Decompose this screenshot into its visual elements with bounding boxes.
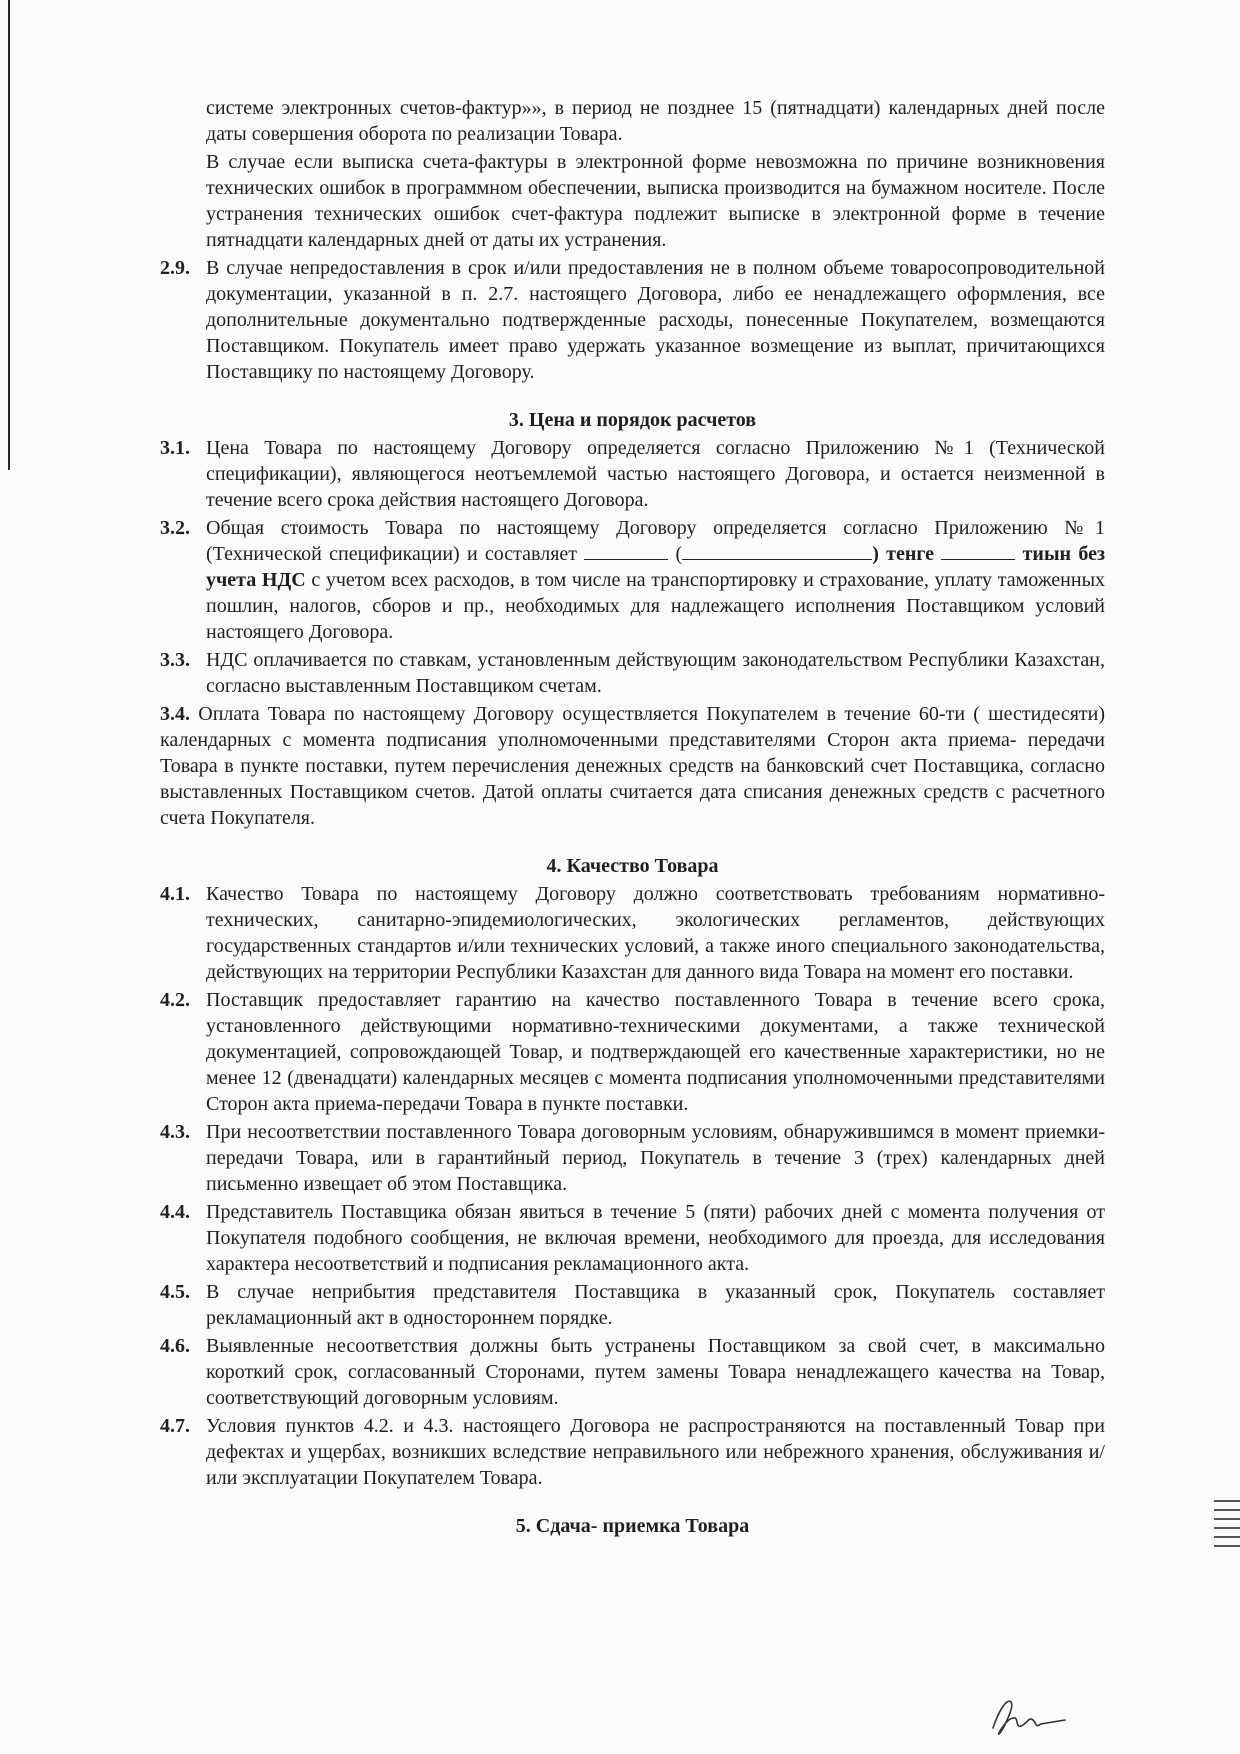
clause-number: 2.9.	[160, 257, 190, 279]
scan-edge-line	[8, 0, 10, 470]
clause-text: Цена Товара по настоящему Договору определяется согласно Приложению №1 (Технической спецификации), являющегося неотъемлемой частью настоящего Договора, и остается неизменной в течение всего срока действия настоящего Договора.	[206, 437, 1105, 511]
clause-number: 3.3.	[160, 649, 190, 671]
clause-3-1	[160, 435, 1105, 513]
clause-4-1	[160, 881, 1105, 985]
section-4-title: 4. Качество Товара	[546, 855, 719, 877]
clause-3-3	[160, 647, 1105, 699]
clause-text: Выявленные несоответствия должны быть устранены Поставщиком за свой счет, в максимально короткий срок, согласованный Сторонами, путем замены Товара ненадлежащего качества на Товар, соответствующий договорным условиям.	[206, 1335, 1105, 1409]
clause-number: 3.4.	[160, 703, 190, 725]
clause-text: Представитель Поставщика обязан явиться в течение 5 (пяти) рабочих дней с момента получения от Покупателя подобного сообщения, не включая времени, необходимого для проезда, для исследования характера несоответствий и подписания рекламационного акта.	[206, 1201, 1105, 1275]
continued-paragraph: системе электронных счетов-фактур»», в период не позднее 15 (пятнадцати) календарных дней после даты совершения оборота по реализации Товара.	[206, 97, 1105, 145]
clause-3-2-part2: с учетом всех расходов, в том числе на транспортировку и страхование, уплату таможенных пошлин, налогов, сборов и пр., необходимых для надлежащего исполнения Поставщиком условий настоящего Договора.	[206, 569, 1106, 643]
price-blank	[584, 541, 668, 560]
section-3-title: 3. Цена и порядок расчетов	[508, 409, 757, 431]
clause-number: 4.1.	[160, 883, 190, 905]
clause-3-2-part1: Общая стоимость Товара по настоящему Договору определяется согласно Приложению №1 (Технической спецификации) и составляет	[206, 517, 1105, 565]
clause-4-3	[160, 1119, 1105, 1197]
clause-text	[160, 701, 1105, 831]
clause-text: Условия пунктов 4.2. и 4.3. настоящего Договора не распространяются на поставленный Товар при дефектах и ущербах, возникших вследствие неправильного или небрежного хранения, обслуживания и/или эксплуатации Покупателем Товара.	[206, 1415, 1105, 1489]
clause-number: 4.6.	[160, 1335, 190, 1357]
document-body	[160, 95, 1105, 1541]
clause-text: НДС оплачивается по ставкам, установленным действующим законодательством Республики Казахстан, согласно выставленным Поставщиком счетам.	[206, 649, 1105, 697]
clause-3-4	[160, 701, 1105, 831]
clause-number: 4.3.	[160, 1121, 190, 1143]
tenge-label: ) тенге	[872, 543, 935, 565]
price-words-blank	[682, 541, 872, 560]
clause-text: Качество Товара по настоящему Договору должно соответствовать требованиям нормативно-технических, санитарно-эпидемиологических, экологических регламентов, действующих государственных стандартов и/или технических условий, а также иного специального законодательства, действующих на территории Республики Казахстан для данного вида Товара на момент его поставки.	[206, 883, 1105, 983]
clause-2-9	[160, 255, 1105, 385]
clause-number: 4.4.	[160, 1201, 190, 1223]
continued-paragraph-2: В случае если выписка счета-фактуры в электронной форме невозможна по причине возникновения технических ошибок в программном обеспечении, выписка производится на бумажном носителе. После устранения технических ошибок счет-фактура подлежит выписке в электронной форме в течение пятнадцати календарных дней от даты их устранения.	[206, 151, 1105, 251]
tiyn-blank	[941, 541, 1015, 560]
clause-text: Поставщик предоставляет гарантию на качество поставленного Товара в течение всего срока, установленного действующими нормативно-техническими документами, а также технической документацией, сопровождающей Товар, и подтверждающей его качественные характеристики, но не менее 12 (двенадцати) календарных месяцев с момента подписания уполномоченными представителями Сторон акта приема-передачи Товара в пункте поставки.	[206, 989, 1105, 1115]
clause-text: В случае неприбытия представителя Поставщика в указанный срок, Покупатель составляет рекламационный акт в одностороннем порядке.	[206, 1281, 1105, 1329]
clause-number: 4.2.	[160, 989, 190, 1011]
open-paren: (	[675, 543, 683, 565]
clause-4-7	[160, 1413, 1105, 1491]
clause-4-5	[160, 1279, 1105, 1331]
clause-4-6	[160, 1333, 1105, 1411]
clause-4-2	[160, 987, 1105, 1117]
clause-4-4	[160, 1199, 1105, 1277]
clause-3-4-text: Оплата Товара по настоящему Договору осуществляется Покупателем в течение 60-ти ( шестидесяти) календарных с момента подписания уполномоченными представителями Сторон акта приема- передачи Товара в пункте поставки, путем перечисления денежных средств на банковский счет Поставщика, согласно выставленных Поставщиком счетов. Датой оплаты считается дата списания денежных средств с расчетного счета Покупателя.	[160, 703, 1105, 829]
clause-number: 3.2.	[160, 517, 190, 539]
clause-number: 4.7.	[160, 1415, 190, 1437]
clause-text	[206, 515, 1105, 645]
clause-number: 4.5.	[160, 1281, 190, 1303]
clause-3-2	[160, 515, 1105, 645]
tiyn-label: тиын без учета НДС	[206, 543, 1105, 591]
signature-icon	[985, 1690, 1075, 1740]
clause-text: В случае непредоставления в срок и/или предоставления не в полном объеме товаросопроводительной документации, указанной в п. 2.7. настоящего Договора, либо ее ненадлежащего оформления, все дополнительные документально подтвержденные расходы, понесенные Покупателем, возмещаются Поставщиком. Покупатель имеет право удержать указанное возмещение из выплат, причитающихся Поставщику по настоящему Договору.	[206, 257, 1105, 383]
clause-number: 3.1.	[160, 437, 190, 459]
clause-text: При несоответствии поставленного Товара договорным условиям, обнаружившимся в момент приемки-передачи Товара, или в гарантийный период, Покупатель в течение 3 (трех) календарных дней письменно извещает об этом Поставщика.	[206, 1121, 1105, 1195]
scan-edge-marks	[1214, 1500, 1240, 1554]
section-5-title: 5. Сдача- приемка Товара	[515, 1515, 750, 1537]
